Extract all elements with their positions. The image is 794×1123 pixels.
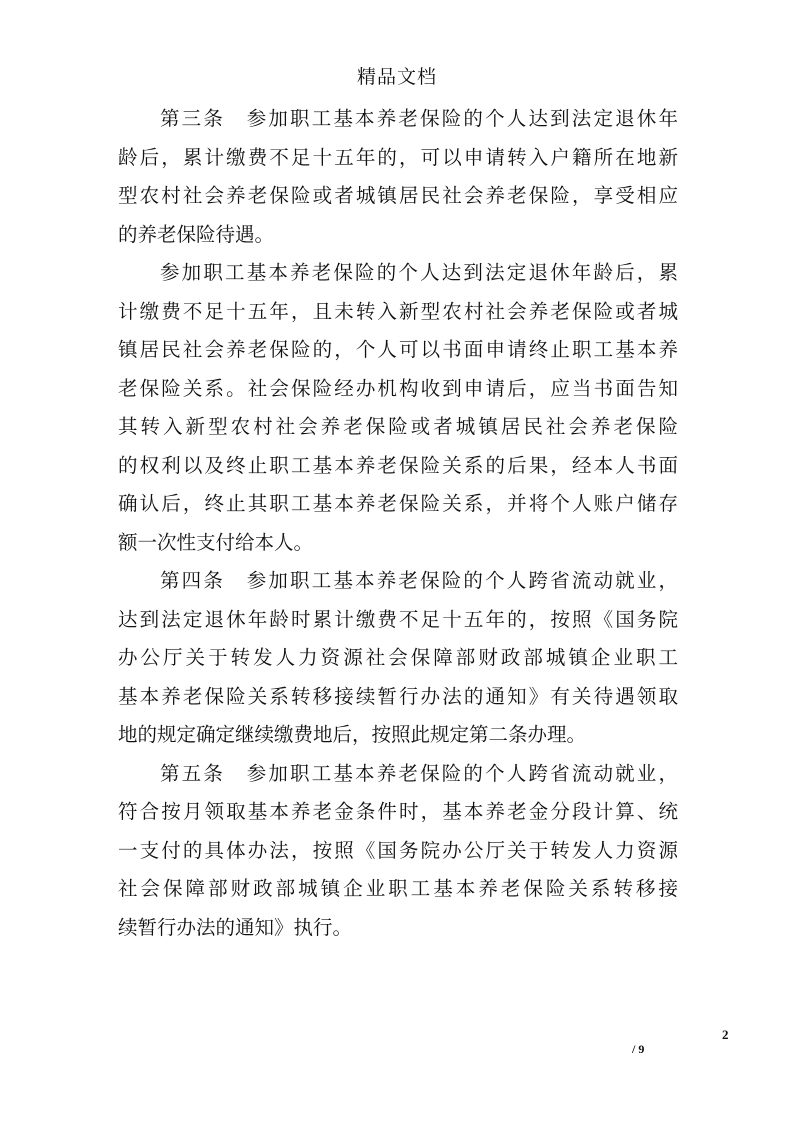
- text-line: 型农村社会养老保险或者城镇居民社会养老保险，享受相应: [118, 184, 678, 207]
- page-header-title: 精品文档: [356, 66, 437, 88]
- text-line: 续暂行办法的通知》执行。: [118, 915, 353, 939]
- text-line: 其转入新型农村社会养老保险或者城镇居民社会养老保险: [118, 415, 678, 438]
- text-line: 的养老保险待遇。: [118, 222, 275, 246]
- page-total: / 9: [632, 1042, 645, 1056]
- paragraph-termination: [118, 254, 678, 562]
- text-line: 的权利以及终止职工基本养老保险关系的后果，经本人书面: [118, 453, 678, 477]
- paragraph-article-4: [118, 562, 678, 755]
- page-number: 2: [722, 1027, 729, 1042]
- text-line: 老保险关系。社会保险经办机构收到申请后，应当书面告知: [118, 376, 678, 400]
- document-body: [118, 100, 678, 947]
- text-line: 第五条 参加职工基本养老保险的个人跨省流动就业，: [160, 761, 678, 785]
- text-line: 地的规定确定继续缴费地后，按照此规定第二条办理。: [118, 723, 587, 746]
- text-line: 达到法定退休年龄时累计缴费不足十五年的，按照《国务院: [118, 607, 678, 631]
- text-line: 办公厅关于转发人力资源社会保障部财政部城镇企业职工: [118, 646, 678, 669]
- text-line: 第三条 参加职工基本养老保险的个人达到法定退休年: [160, 107, 678, 130]
- paragraph-article-5: [118, 755, 678, 948]
- text-line: 社会保障部财政部城镇企业职工基本养老保险关系转移接: [118, 877, 678, 900]
- text-line: 符合按月领取基本养老金条件时，基本养老金分段计算、统: [118, 800, 678, 823]
- text-line: 一支付的具体办法，按照《国务院办公厅关于转发人力资源: [118, 838, 678, 862]
- text-line: 镇居民社会养老保险的，个人可以书面申请终止职工基本养: [118, 338, 678, 361]
- text-line: 第四条 参加职工基本养老保险的个人跨省流动就业，: [160, 569, 678, 592]
- text-line: 龄后，累计缴费不足十五年的，可以申请转入户籍所在地新: [118, 145, 678, 169]
- text-line: 计缴费不足十五年，且未转入新型农村社会养老保险或者城: [118, 299, 678, 323]
- text-line: 参加职工基本养老保险的个人达到法定退休年龄后，累: [160, 261, 678, 284]
- paragraph-article-3: [118, 100, 678, 254]
- text-line: 额一次性支付给本人。: [118, 530, 314, 554]
- text-line: 确认后，终止其职工基本养老保险关系，并将个人账户储存: [118, 492, 678, 515]
- text-line: 基本养老保险关系转移接续暂行办法的通知》有关待遇领取: [118, 684, 678, 708]
